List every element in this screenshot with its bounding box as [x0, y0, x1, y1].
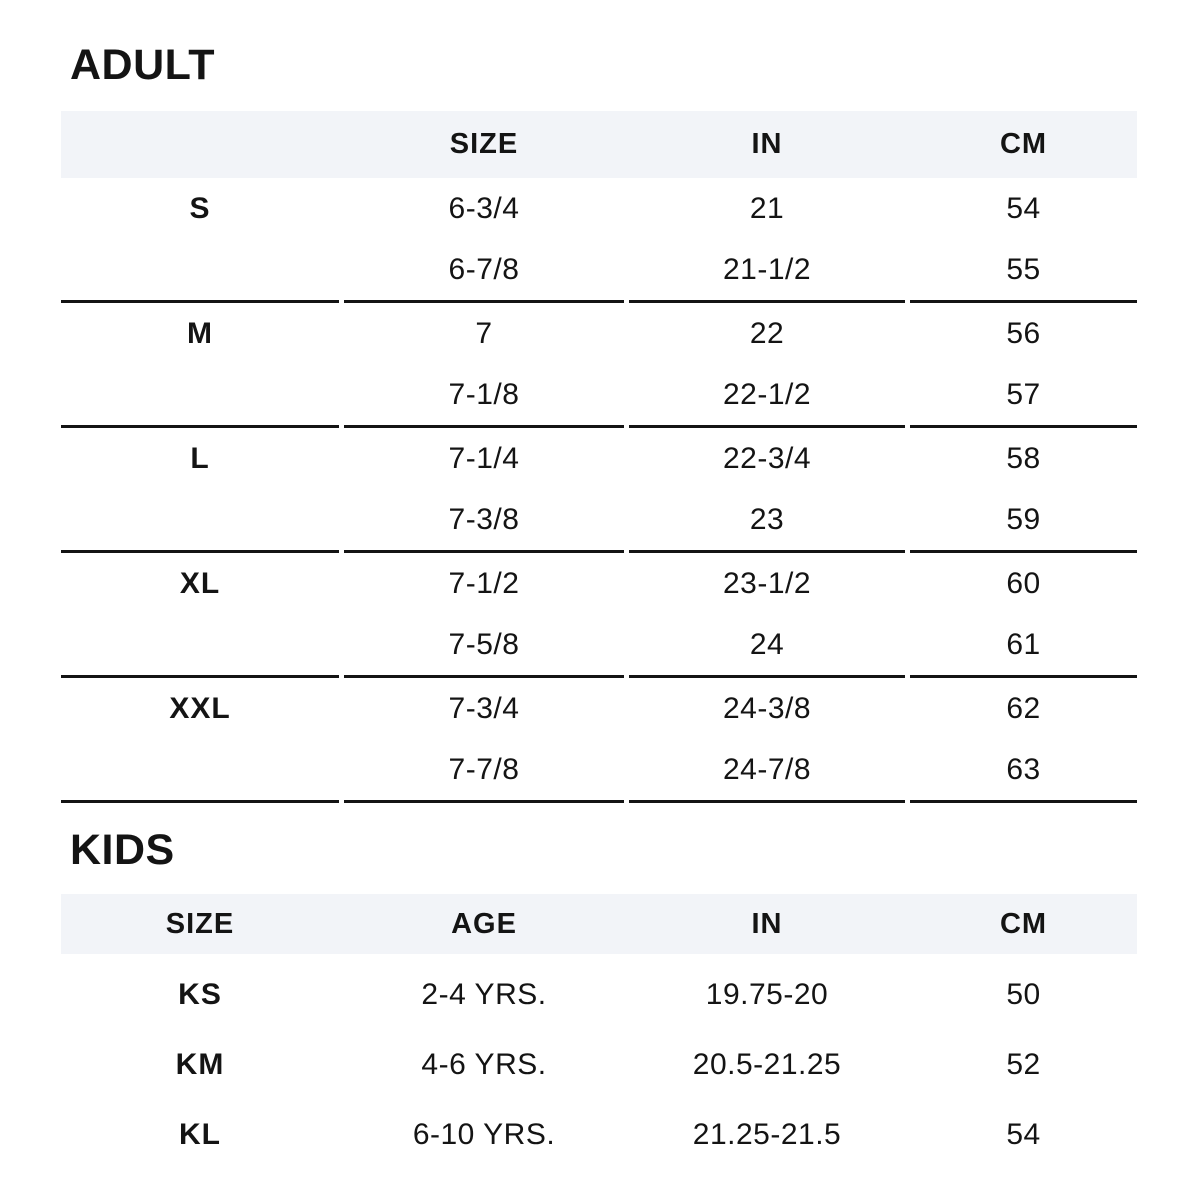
- in-value-cell: 22-3/4: [722, 441, 812, 475]
- kids-column-header-cm: CM: [999, 907, 1048, 940]
- in-value-cell: 19.75-20: [705, 978, 829, 1011]
- size-label-cell: KS: [178, 978, 222, 1011]
- cm-value-cell: 55: [1006, 252, 1041, 286]
- cm-value-cell: 59: [1006, 502, 1041, 536]
- adult-size-table: [61, 111, 1137, 803]
- cm-value-cell: 61: [1006, 627, 1041, 661]
- in-value-cell: 21.25-21.5: [692, 1118, 842, 1151]
- in-value-cell: 21: [749, 191, 785, 225]
- adult-section-title: ADULT: [70, 41, 216, 89]
- table-row: [61, 239, 1137, 300]
- in-value-cell: 21-1/2: [722, 252, 812, 286]
- adult-column-header-cm: CM: [999, 128, 1048, 160]
- size-value-cell: 7-3/8: [448, 502, 520, 536]
- group-divider: [61, 675, 1137, 678]
- size-label-cell: M: [187, 316, 213, 350]
- in-value-cell: 23: [749, 502, 785, 536]
- in-value-cell: 23-1/2: [722, 566, 812, 600]
- cm-value-cell: 57: [1006, 377, 1041, 411]
- cm-value-cell: 54: [1006, 1118, 1041, 1151]
- cm-value-cell: 60: [1006, 566, 1041, 600]
- size-label-cell: L: [190, 441, 210, 475]
- in-value-cell: 24-3/8: [722, 691, 812, 725]
- age-value-cell: 2-4 YRS.: [421, 978, 547, 1011]
- size-value-cell: 7-1/4: [448, 441, 520, 475]
- table-row: [61, 489, 1137, 550]
- cm-value-cell: 52: [1006, 1048, 1041, 1081]
- cm-value-cell: 58: [1006, 441, 1041, 475]
- group-divider: [61, 300, 1137, 303]
- age-value-cell: 6-10 YRS.: [412, 1118, 556, 1151]
- size-label-cell: KL: [179, 1118, 221, 1151]
- size-value-cell: 7-5/8: [448, 627, 520, 661]
- kids-column-header-age: AGE: [451, 907, 517, 940]
- in-value-cell: 22-1/2: [722, 377, 812, 411]
- kids-table-header-row: [61, 894, 1137, 954]
- table-row: [61, 614, 1137, 675]
- table-row: [61, 553, 1137, 614]
- table-row: [61, 1030, 1137, 1100]
- table-row: [61, 1100, 1137, 1170]
- age-value-cell: 4-6 YRS.: [421, 1048, 547, 1081]
- size-value-cell: 7-1/8: [448, 377, 520, 411]
- cm-value-cell: 54: [1006, 191, 1041, 225]
- group-divider: [61, 800, 1137, 803]
- size-label-cell: XXL: [169, 691, 231, 725]
- adult-column-header-in: IN: [751, 128, 783, 160]
- kids-column-header-in: IN: [751, 907, 783, 940]
- size-label-cell: XL: [179, 566, 221, 600]
- table-row: [61, 178, 1137, 239]
- table-row: [61, 364, 1137, 425]
- group-divider: [61, 550, 1137, 553]
- kids-rows: [61, 954, 1137, 1170]
- group-divider: [61, 425, 1137, 428]
- size-value-cell: 7-3/4: [448, 691, 520, 725]
- table-row: [61, 678, 1137, 739]
- table-row: [61, 303, 1137, 364]
- in-value-cell: 24-7/8: [722, 752, 812, 786]
- in-value-cell: 24: [749, 627, 785, 661]
- table-row: [61, 739, 1137, 800]
- cm-value-cell: 56: [1006, 316, 1041, 350]
- adult-column-header-size: SIZE: [449, 128, 519, 160]
- size-value-cell: 7: [475, 316, 493, 350]
- size-value-cell: 6-3/4: [448, 191, 520, 225]
- table-row: [61, 428, 1137, 489]
- cm-value-cell: 63: [1006, 752, 1041, 786]
- table-row: [61, 960, 1137, 1030]
- size-value-cell: 6-7/8: [448, 252, 520, 286]
- size-label-cell: KM: [175, 1048, 225, 1081]
- adult-table-header-row: [61, 111, 1137, 178]
- size-value-cell: 7-7/8: [448, 752, 520, 786]
- kids-size-table: [61, 894, 1137, 1170]
- kids-column-header-size: SIZE: [165, 907, 235, 940]
- in-value-cell: 20.5-21.25: [692, 1048, 842, 1081]
- size-label-cell: S: [189, 191, 211, 225]
- kids-section-title: KIDS: [70, 826, 175, 874]
- cm-value-cell: 50: [1006, 978, 1041, 1011]
- cm-value-cell: 62: [1006, 691, 1041, 725]
- size-value-cell: 7-1/2: [448, 566, 520, 600]
- in-value-cell: 22: [749, 316, 785, 350]
